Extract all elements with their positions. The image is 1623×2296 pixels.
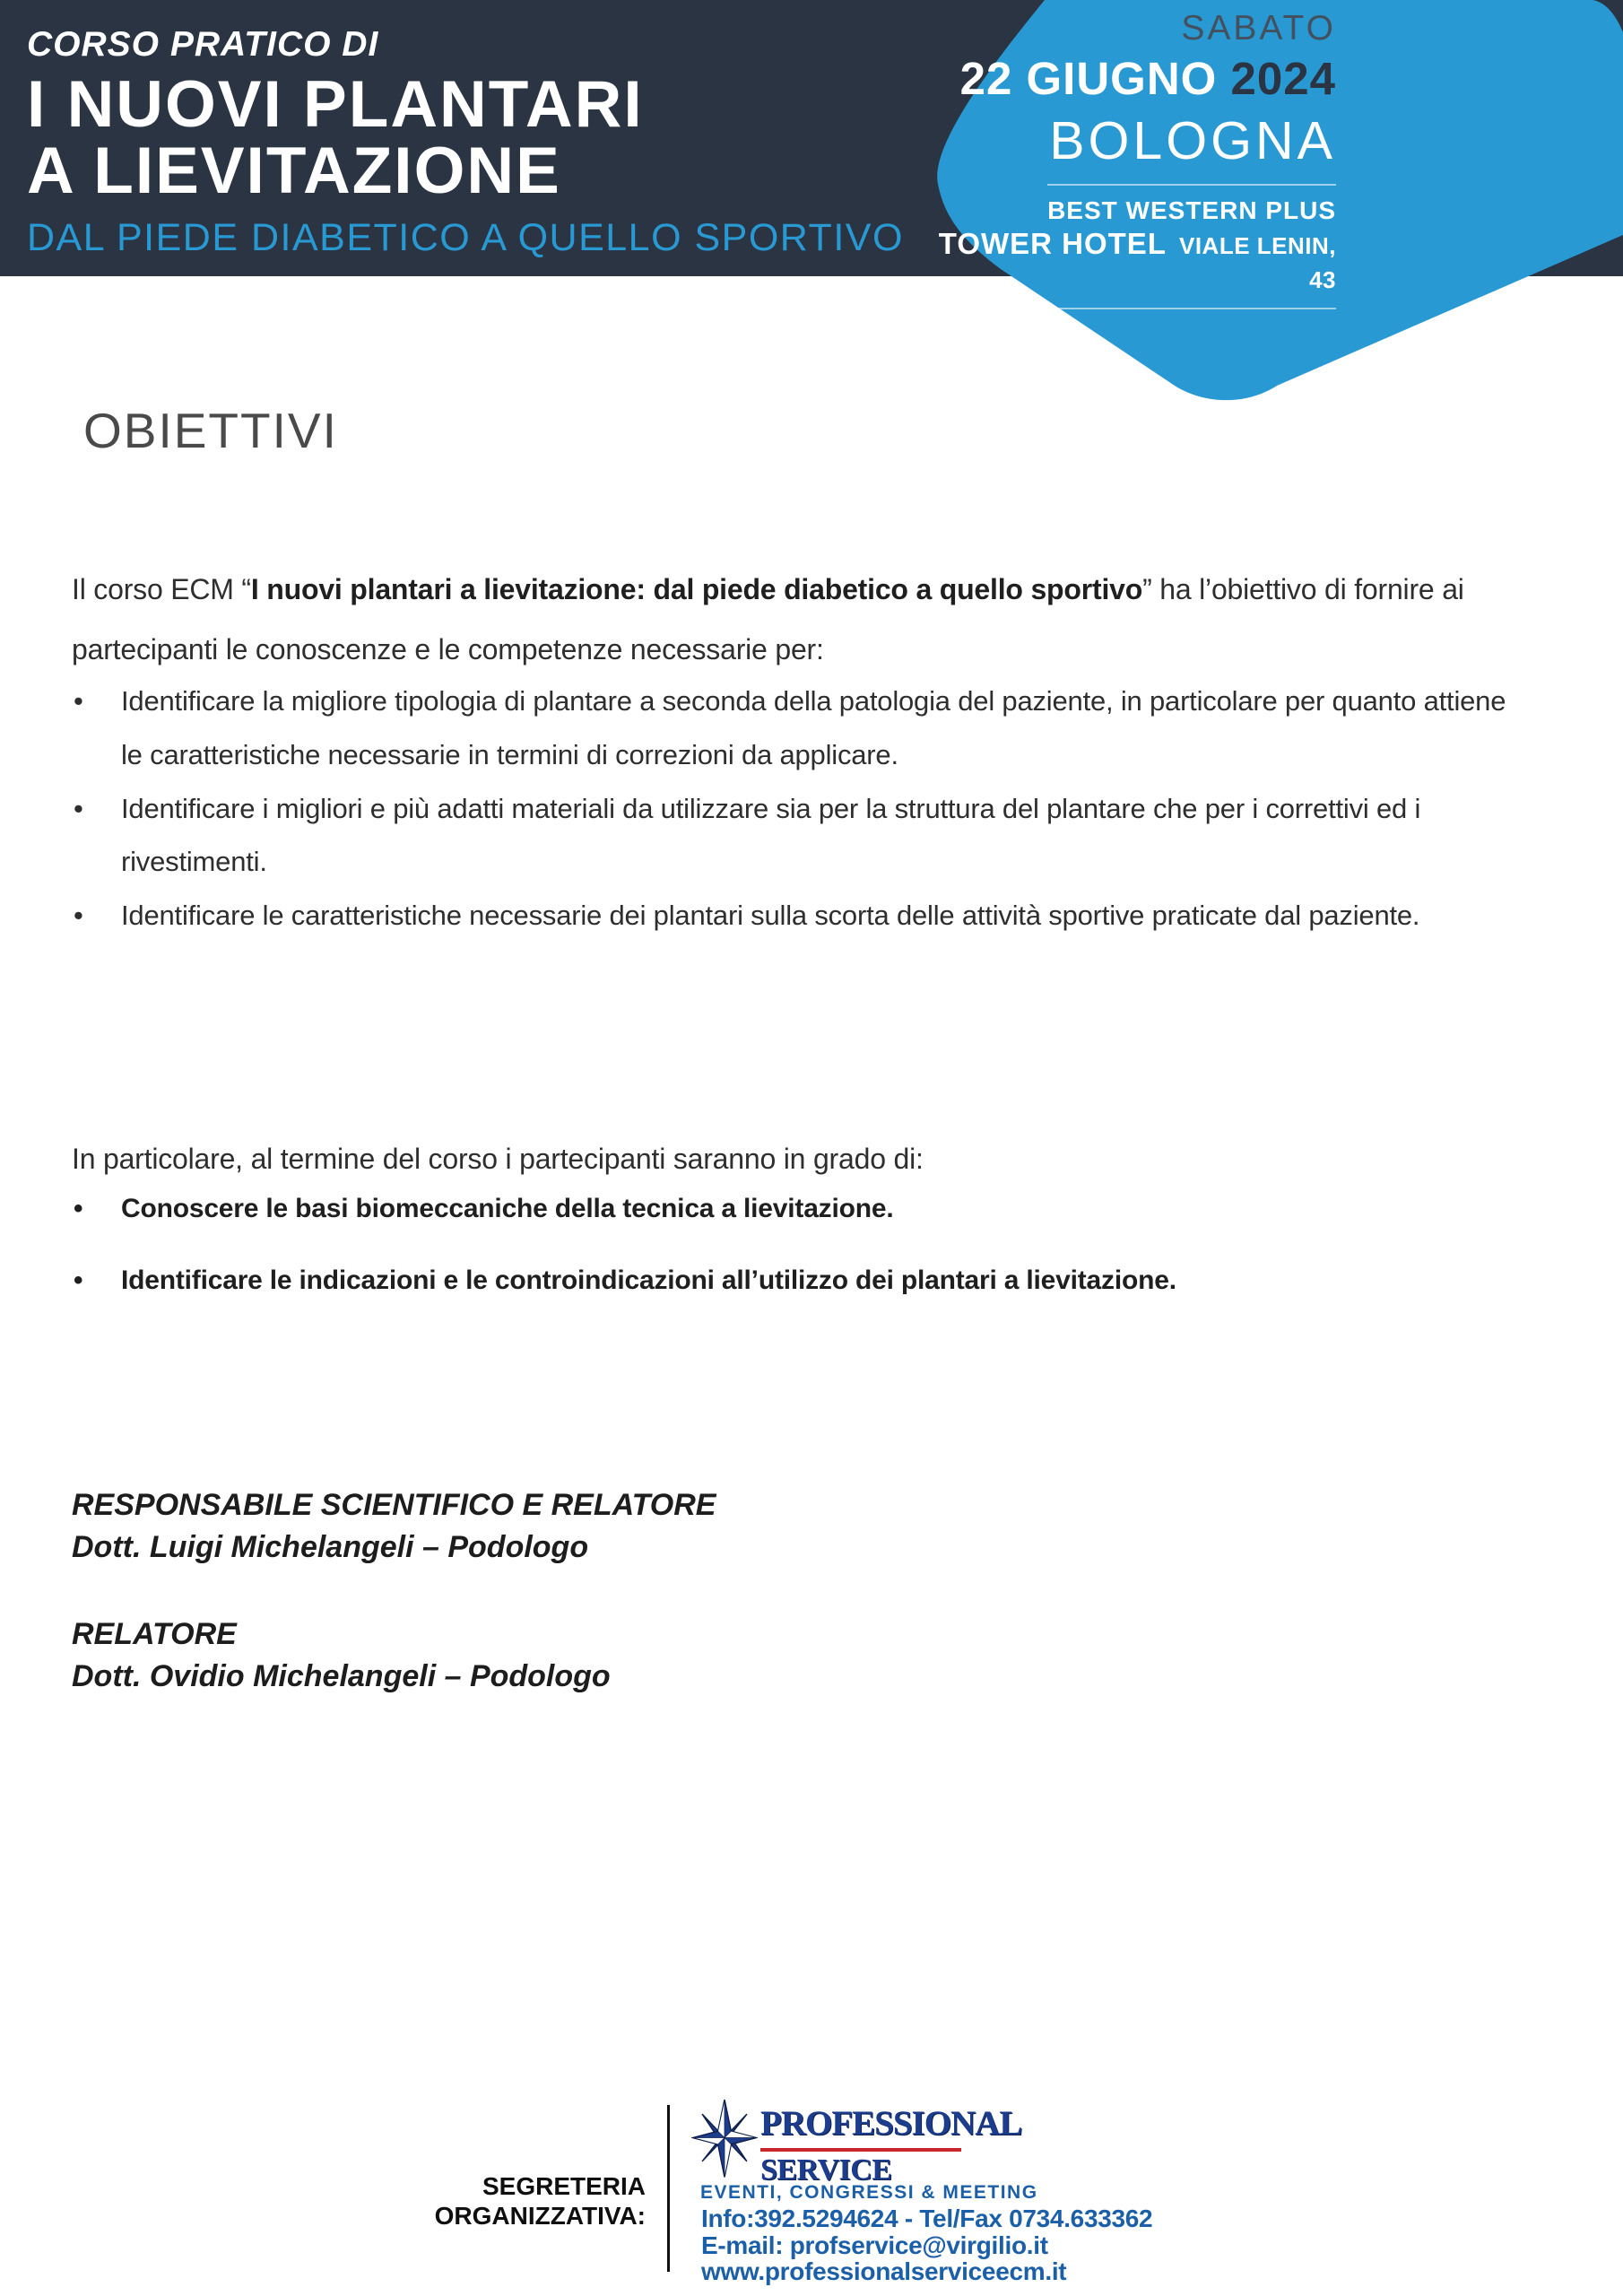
logo-tagline: EVENTI, CONGRESSI & MEETING — [700, 2182, 1038, 2203]
course-title-line1: I NUOVI PLANTARI — [27, 68, 644, 141]
list-item: • Identificare le caratteristiche necessarie dei plantari sulla scorta delle attività sportive praticate dal paziente. — [72, 889, 1506, 943]
badge-venue-line2 — [906, 227, 1336, 295]
speaker-name: Dott. Luigi Michelangeli – Podologo — [72, 1529, 589, 1564]
organizer-label-line2: ORGANIZZATIVA: — [434, 2202, 646, 2231]
logo-red-underline — [760, 2148, 961, 2152]
organizer-footer — [0, 2094, 1623, 2296]
course-subtitle: DAL PIEDE DIABETICO A QUELLO SPORTIVO — [27, 215, 904, 259]
list-item: • Identificare la migliore tipologia di plantare a seconda della patologia del paziente, in particolare per quanto attiene le caratteristiche necessarie in termini di correzioni da applicare. — [72, 674, 1506, 782]
badge-day: SABATO — [1181, 9, 1336, 48]
compass-rose-icon — [691, 2100, 758, 2179]
list-item: • Identificare i migliori e più adatti materiali da utilizzare sia per la struttura del plantare che per i correttivi ed i rivestimenti. — [72, 782, 1506, 890]
speakers-block — [72, 1484, 716, 1698]
date-badge — [906, 9, 1336, 320]
organizer-label — [435, 2171, 646, 2231]
logo-professional-text: PROFESSIONAL — [760, 2104, 1022, 2143]
list-item: • Identificare le indicazioni e le controindicazioni all’utilizzo dei plantari a lievitazione. — [72, 1254, 1524, 1308]
course-title — [27, 68, 904, 208]
footer-vertical-divider — [667, 2105, 670, 2272]
speaker-role: RESPONSABILE SCIENTIFICO E RELATORE — [72, 1488, 716, 1522]
section-title-obiettivi: OBIETTIVI — [83, 403, 338, 458]
intro-text-post: ” ha l’obiettivo di fornire ai partecipanti le conoscenze e le competenze necessarie per: — [72, 573, 1464, 666]
course-kicker: CORSO PRATICO DI — [27, 25, 379, 64]
speaker-group — [72, 1613, 716, 1698]
outcomes-list — [72, 1182, 1524, 1326]
footer-contacts — [701, 2205, 1152, 2285]
header-title-block — [27, 25, 904, 260]
speaker-group — [72, 1484, 716, 1569]
badge-divider-bottom — [1047, 308, 1336, 309]
badge-date — [906, 52, 1336, 105]
badge-city: BOLOGNA — [1049, 111, 1336, 170]
intro-text-pre: Il corso ECM “ — [72, 573, 251, 605]
list-item: • Conoscere le basi biomeccaniche della tecnica a lievitazione. — [72, 1182, 1524, 1236]
course-title-line2: A LIEVITAZIONE — [27, 135, 561, 208]
objectives-list — [72, 674, 1506, 943]
badge-hotel-name: TOWER HOTEL — [938, 227, 1167, 260]
organizer-label-line1: SEGRETERIA — [482, 2172, 646, 2200]
contact-phone: Info:392.5294624 - Tel/Fax 0734.633362 — [701, 2205, 1153, 2232]
intro-text-bold: I nuovi plantari a lievitazione: dal piede diabetico a quello sportivo — [250, 573, 1143, 605]
intro-paragraph — [72, 560, 1506, 680]
outcomes-intro-paragraph: In particolare, al termine del corso i partecipanti saranno in grado di: — [72, 1143, 924, 1175]
speaker-name: Dott. Ovidio Michelangeli – Podologo — [72, 1658, 611, 1693]
logo-service-text: SERVICE — [760, 2153, 892, 2187]
contact-website: www.professionalserviceecm.it — [701, 2257, 1067, 2286]
badge-date-day-month: 22 GIUGNO — [959, 53, 1218, 104]
badge-divider-top — [1047, 184, 1336, 186]
badge-venue-line1: BEST WESTERN PLUS — [1047, 196, 1336, 224]
speaker-role: RELATORE — [72, 1616, 237, 1651]
badge-date-year: 2024 — [1230, 53, 1336, 104]
badge-hotel-address: VIALE LENIN, 43 — [1178, 232, 1336, 293]
contact-email: E-mail: profservice@virgilio.it — [701, 2231, 1048, 2259]
